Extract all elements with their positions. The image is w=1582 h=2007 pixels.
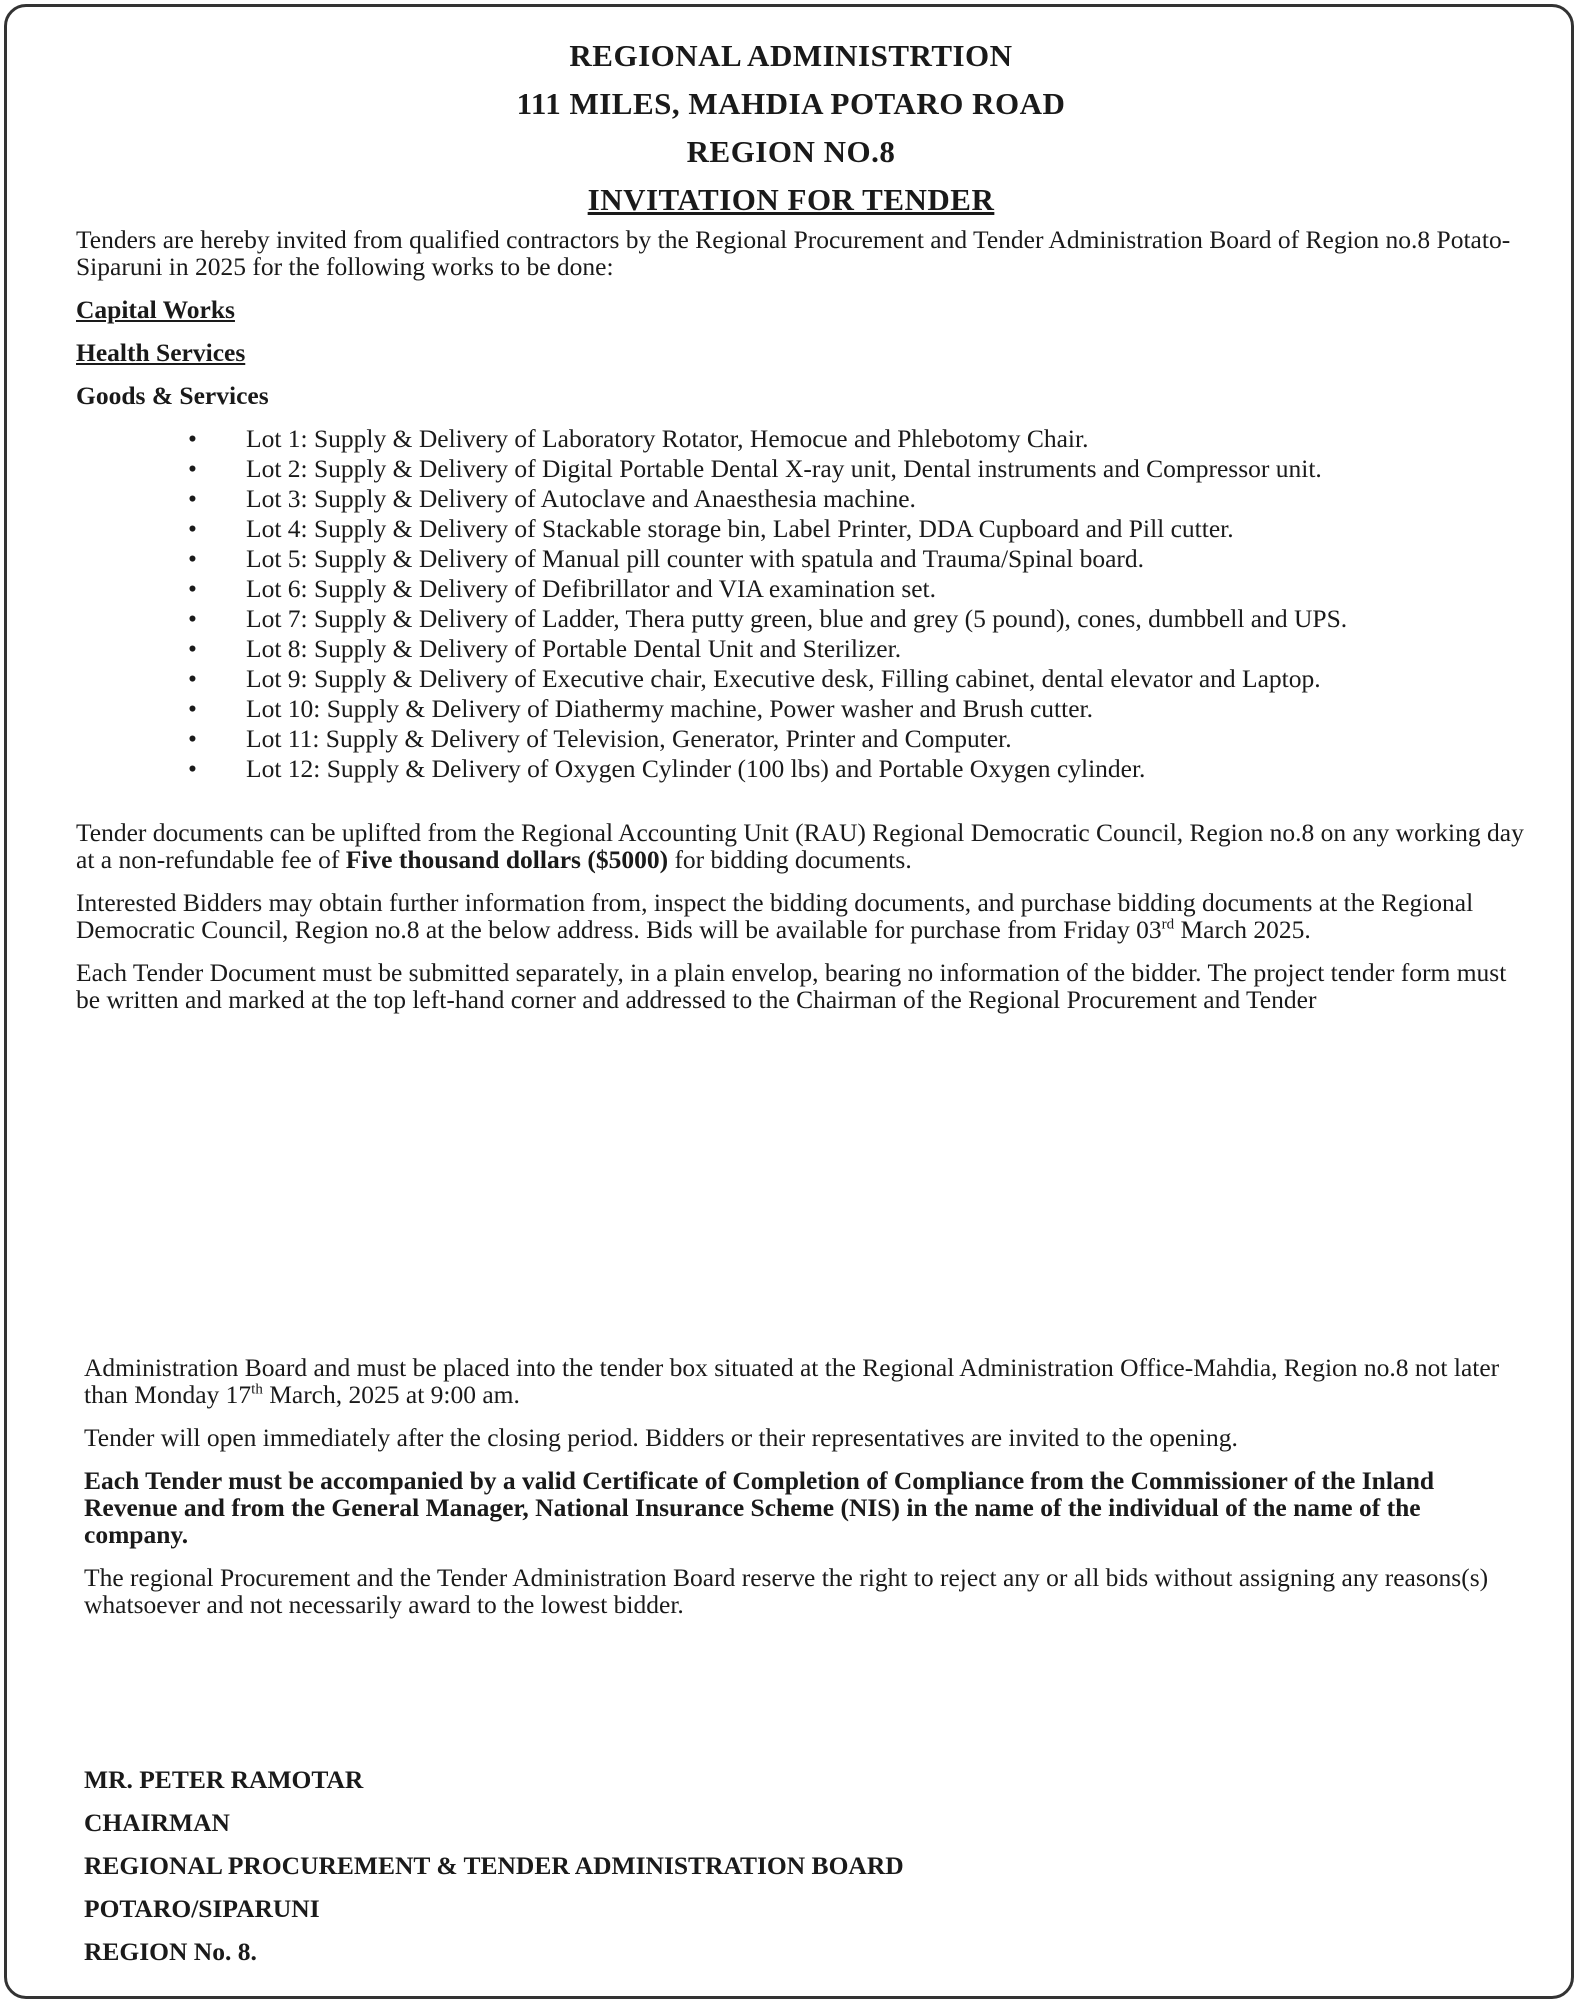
lot-item [188,484,1526,513]
admin-paragraph [84,1354,1524,1408]
lot-text: Lot 5: Supply & Delivery of Manual pill counter with spatula and Trauma/Spinal board. [246,544,1145,573]
bullet-icon: • [188,724,197,753]
bullet-icon: • [188,514,197,543]
bullet-icon: • [188,484,197,513]
header-line-3: REGION NO.8 [686,134,896,169]
heading-health-services: Health Services [76,338,246,367]
reserve-paragraph: The regional Procurement and the Tender Administration Board reserve the right to reject any or all bids without assigning any reasons(s) whatsoever and not necessarily award to the lowest bidder. [84,1563,1489,1619]
lot-text: Lot 8: Supply & Delivery of Portable Dental Unit and Sterilizer. [246,634,902,663]
lot-item [188,514,1526,543]
bullet-icon: • [188,634,197,663]
lot-item [188,694,1526,723]
lot-text: Lot 3: Supply & Delivery of Autoclave and Anaesthesia machine. [246,484,916,513]
bidders-paragraph [76,889,1526,943]
lot-text: Lot 9: Supply & Delivery of Executive chair, Executive desk, Filling cabinet, dental elevator and Laptop. [246,664,1321,693]
signature-board: REGIONAL PROCUREMENT & TENDER ADMINISTRATION BOARD [84,1851,904,1880]
bullet-icon: • [188,664,197,693]
uplift-text: Tender documents can be uplifted from the Regional Accounting Unit (RAU) Regional Democratic Council, Region no.8 on any working day at a non-refundable fee of [76,818,1524,874]
body-section-2 [84,1354,1524,1634]
admin-sup: th [251,1381,263,1398]
each-tender-paragraph: Each Tender Document must be submitted separately, in a plain envelop, bearing no information of the bidder. The project tender form must be written and marked at the top left-hand corner and addressed to the Chairman of the Regional Procurement and Tender [76,958,1507,1014]
lot-text: Lot 2: Supply & Delivery of Digital Portable Dental X-ray unit, Dental instruments and Compressor unit. [246,454,1322,483]
bullet-icon: • [188,604,197,633]
bidders-sup: rd [1161,916,1175,933]
signature-region: REGION No. 8. [84,1937,257,1966]
heading-goods-services: Goods & Services [76,381,269,410]
bidders-text-end: March 2025. [1174,915,1311,944]
bullet-icon: • [188,694,197,723]
open-paragraph: Tender will open immediately after the closing period. Bidders or their representatives are invited to the opening. [84,1423,1238,1452]
lots-list [76,425,1526,782]
lot-text: Lot 6: Supply & Delivery of Defibrillator and VIA examination set. [246,574,937,603]
lot-text: Lot 12: Supply & Delivery of Oxygen Cylinder (100 lbs) and Portable Oxygen cylinder. [246,754,1146,783]
uplift-paragraph [76,819,1526,873]
body-section-1 [76,226,1526,1029]
lot-text: Lot 1: Supply & Delivery of Laboratory Rotator, Hemocue and Phlebotomy Chair. [246,424,1089,453]
header-line-2: 111 MILES, MAHDIA POTARO ROAD [516,86,1066,121]
lot-item [188,634,1526,663]
lot-item [188,754,1526,783]
bullet-icon: • [188,424,197,453]
uplift-text-end: for bidding documents. [668,845,912,874]
signature-role: CHAIRMAN [84,1808,230,1837]
admin-text-end: March, 2025 at 9:00 am. [262,1380,520,1409]
header [0,32,1582,224]
lot-item [188,574,1526,603]
bullet-icon: • [188,544,197,573]
bidders-text: Interested Bidders may obtain further information from, inspect the bidding documents, and purchase bidding documents at the Regional Democratic Council, Region no.8 at the below address. Bids will be available for purchase from Friday 03 [76,888,1474,944]
bullet-icon: • [188,754,197,783]
lot-text: Lot 11: Supply & Delivery of Television, Generator, Printer and Computer. [246,724,1012,753]
uplift-fee: Five thousand dollars ($5000) [345,845,669,874]
lot-item [188,724,1526,753]
admin-text: Administration Board and must be placed into the tender box situated at the Regional Administration Office-Mahdia, Region no.8 not later than Monday 17 [84,1353,1500,1409]
intro-paragraph: Tenders are hereby invited from qualified contractors by the Regional Procurement and Tender Administration Board of Region no.8 Potato-Siparuni in 2025 for the following works to be done: [76,225,1511,281]
header-line-1: REGIONAL ADMINISTRTION [569,38,1013,73]
heading-capital-works: Capital Works [76,295,235,324]
lot-text: Lot 10: Supply & Delivery of Diathermy machine, Power washer and Brush cutter. [246,694,1093,723]
lot-item [188,544,1526,573]
bullet-icon: • [188,574,197,603]
lot-text: Lot 4: Supply & Delivery of Stackable storage bin, Label Printer, DDA Cupboard and Pill cutter. [246,514,1234,543]
compliance-paragraph: Each Tender must be accompanied by a valid Certificate of Completion of Compliance from the Commissioner of the Inland Revenue and from the General Manager, National Insurance Scheme (NIS) in the name of the individual of the name of the company. [84,1466,1435,1549]
page-title: INVITATION FOR TENDER [587,182,995,217]
lot-item [188,454,1526,483]
signature-block [84,1765,904,1980]
lot-item [188,424,1526,453]
signature-name: MR. PETER RAMOTAR [84,1765,364,1794]
lot-text: Lot 7: Supply & Delivery of Ladder, Thera putty green, blue and grey (5 pound), cones, dumbbell and UPS. [246,604,1348,633]
bullet-icon: • [188,454,197,483]
signature-area: POTARO/SIPARUNI [84,1894,320,1923]
lot-item [188,664,1526,693]
lot-item [188,604,1526,633]
